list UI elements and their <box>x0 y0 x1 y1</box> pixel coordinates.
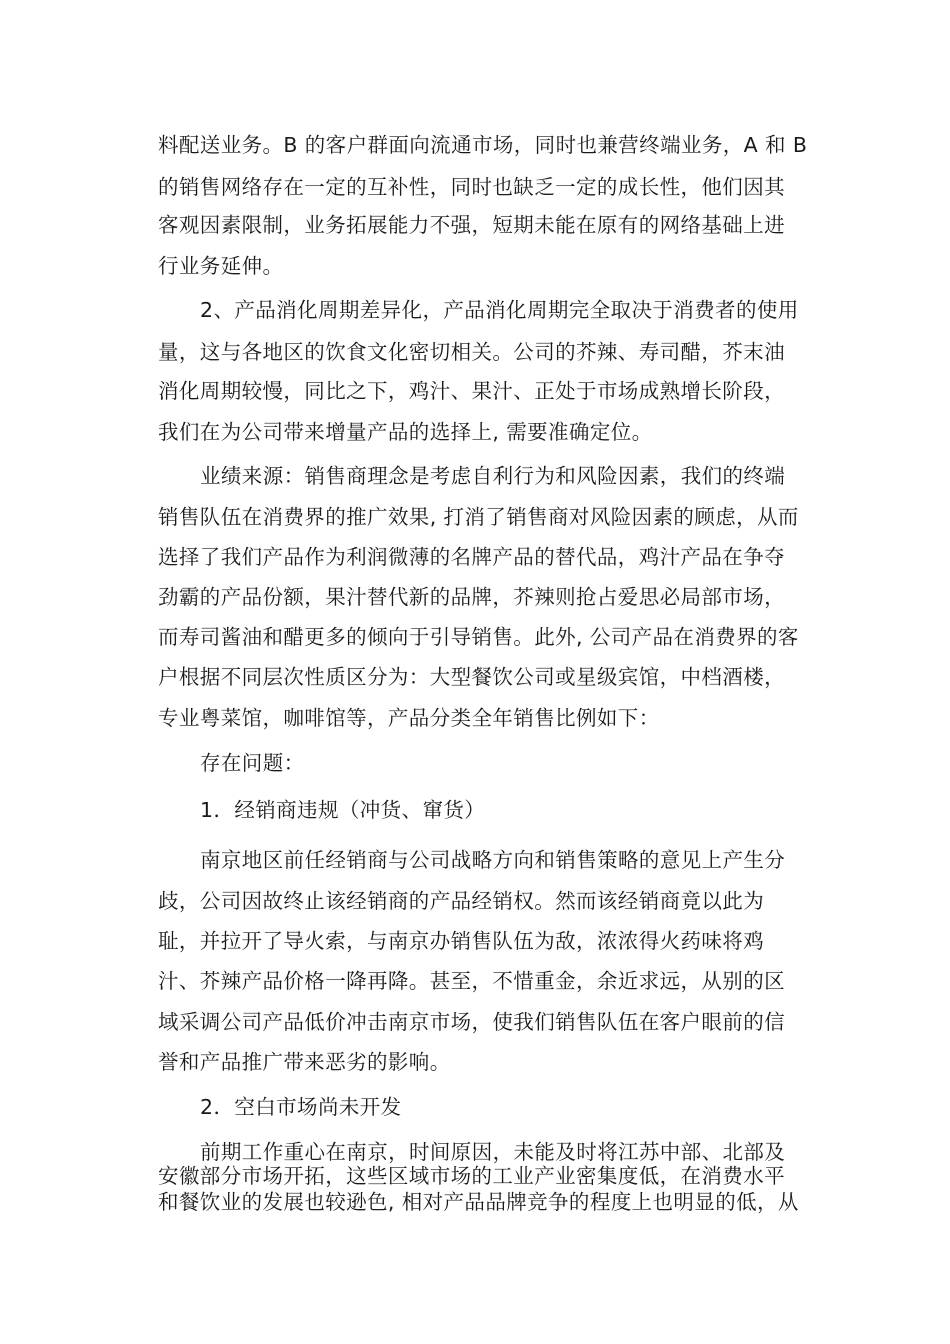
text-line: 前期工作重心在南京，时间原因，未能及时将江苏中部、北部及 <box>200 1140 786 1164</box>
text-line: 客观因素限制，业务拓展能力不强，短期未能在原有的网络基础上进 <box>158 213 785 237</box>
text-line: 销售队伍在消费界的推广效果, 打消了销售商对风险因素的顾虑，从而 <box>158 505 799 529</box>
text-line: 户根据不同层次性质区分为：大型餐饮公司或星级宾馆，中档酒楼， <box>158 665 785 689</box>
text-line: 和餐饮业的发展也较逊色, 相对产品品牌竞争的程度上也明显的低，从 <box>158 1190 799 1214</box>
text-line: 劲霸的产品份额，果汁替代新的品牌，芥辣则抢占爱思必局部市场， <box>158 585 785 609</box>
text-line: 业绩来源：销售商理念是考虑自利行为和风险因素，我们的终端 <box>200 464 786 488</box>
text-line: 誉和产品推广带来恶劣的影响。 <box>158 1050 451 1074</box>
text-line: 2．空白市场尚未开发 <box>200 1095 402 1119</box>
text-line: 安徽部分市场开拓，这些区域市场的工业产业密集度低，在消费水平 <box>158 1164 785 1188</box>
text-line: 我们在为公司带来增量产品的选择上, 需要准确定位。 <box>158 420 653 444</box>
text-line: 选择了我们产品作为利润微薄的名牌产品的替代品，鸡汁产品在争夺 <box>158 545 785 569</box>
text-line: 料配送业务。B 的客户群面向流通市场，同时也兼营终端业务，A 和 B <box>158 133 808 157</box>
text-line: 1．经销商违规（冲货、窜货） <box>200 798 486 822</box>
text-line: 存在问题： <box>200 751 305 775</box>
text-line: 的销售网络存在一定的互补性，同时也缺乏一定的成长性，他们因其 <box>158 175 785 199</box>
text-line: 耻，并拉开了导火索，与南京办销售队伍为敌，浓浓得火药味将鸡 <box>158 929 765 953</box>
text-line: 量，这与各地区的饮食文化密切相关。公司的芥辣、寿司醋，芥末油 <box>158 340 785 364</box>
text-line: 歧，公司因故终止该经销商的产品经销权。然而该经销商竟以此为 <box>158 889 765 913</box>
text-line: 汁、芥辣产品价格一降再降。甚至，不惜重金，余近求远，从别的区 <box>158 969 785 993</box>
text-line: 专业粤菜馆，咖啡馆等，产品分类全年销售比例如下： <box>158 706 660 730</box>
text-line: 域采调公司产品低价冲击南京市场，使我们销售队伍在客户眼前的信 <box>158 1010 785 1034</box>
text-line: 而寿司酱油和醋更多的倾向于引导销售。此外, 公司产品在消费界的客 <box>158 625 799 649</box>
text-line: 行业务延伸。 <box>158 254 284 278</box>
text-line: 南京地区前任经销商与公司战略方向和销售策略的意见上产生分 <box>200 848 786 872</box>
text-line: 2、产品消化周期差异化，产品消化周期完全取决于消费者的使用 <box>200 298 799 322</box>
text-line: 消化周期较慢，同比之下，鸡汁、果汁、正处于市场成熟增长阶段， <box>158 379 785 403</box>
